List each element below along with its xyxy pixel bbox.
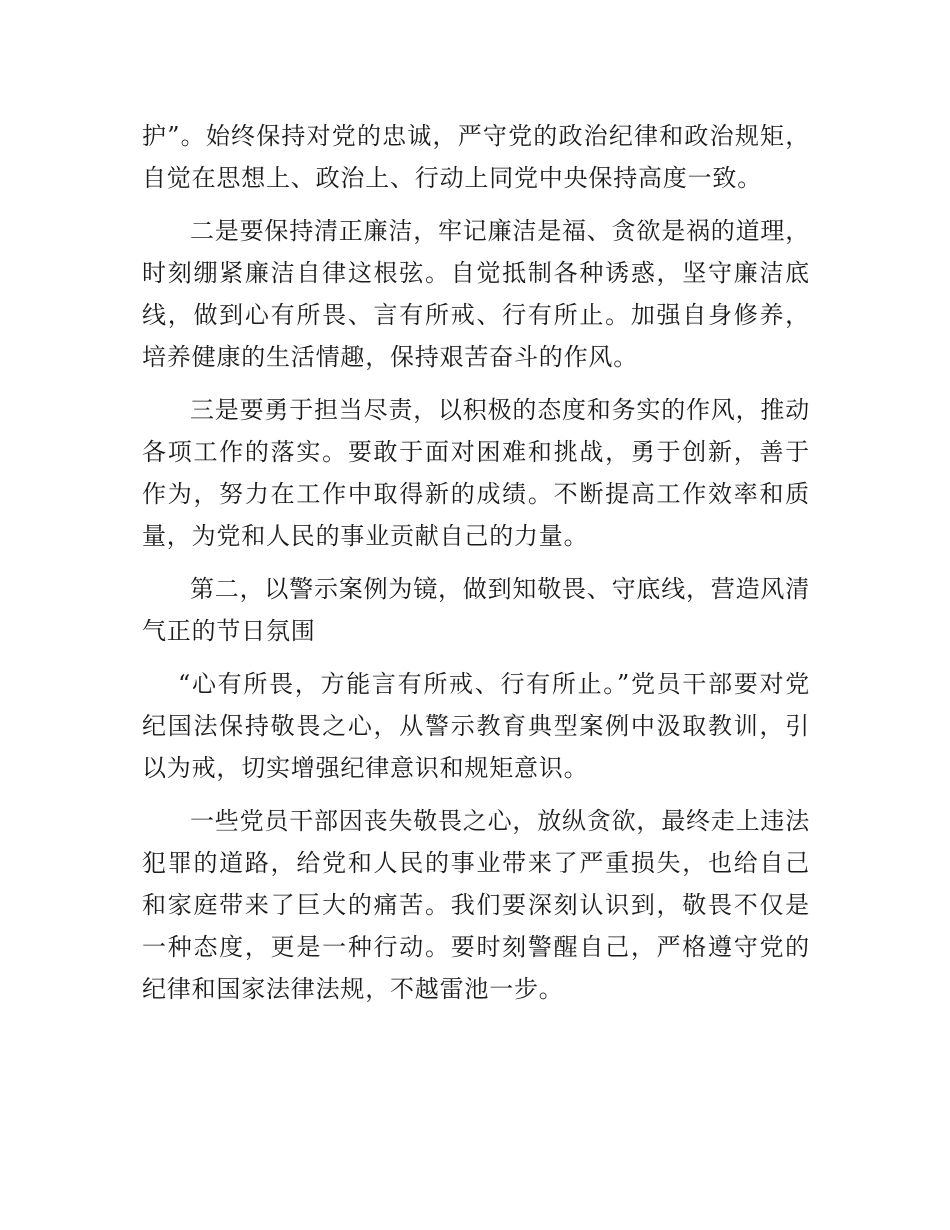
paragraph-integrity: 二是要保持清正廉洁，牢记廉洁是福、贪欲是祸的道理，时刻绷紧廉洁自律这根弦。自觉抵制各种诱惑，坚守廉洁底线，做到心有所畏、言有所戒、行有所止。加强自身修养，培养健康的生活情趣，保持艰苦奋斗的作风。 <box>142 217 810 371</box>
paragraph-continuation: 护”。始终保持对党的忠诚，严守党的政治纪律和政治规矩，自觉在思想上、政治上、行动上同党中央保持高度一致。 <box>142 122 810 192</box>
paragraph-warning: 一些党员干部因丧失敬畏之心，放纵贪欲，最终走上违法犯罪的道路，给党和人民的事业带来了严重损失，也给自己和家庭带来了巨大的痛苦。我们要深刻认识到，敬畏不仅是一种态度，更是一种行动。要时刻警醒自己，严格遵守党的纪律和国家法律法规，不越雷池一步。 <box>142 807 810 1003</box>
paragraph-quote: “心有所畏，方能言有所戒、行有所止。”党员干部要对党纪国法保持敬畏之心，从警示教育典型案例中汲取教训，引以为戒，切实增强纪律意识和规矩意识。 <box>142 670 810 782</box>
paragraph-responsibility: 三是要勇于担当尽责，以积极的态度和务实的作风，推动各项工作的落实。要敢于面对困难和挑战，勇于创新，善于作为，努力在工作中取得新的成绩。不断提高工作效率和质量，为党和人民的事业贡献自己的力量。 <box>142 396 810 550</box>
section-heading-second: 第二，以警示案例为镜，做到知敬畏、守底线，营造风清气正的节日氛围 <box>142 575 810 645</box>
document-body <box>142 115 810 1021</box>
